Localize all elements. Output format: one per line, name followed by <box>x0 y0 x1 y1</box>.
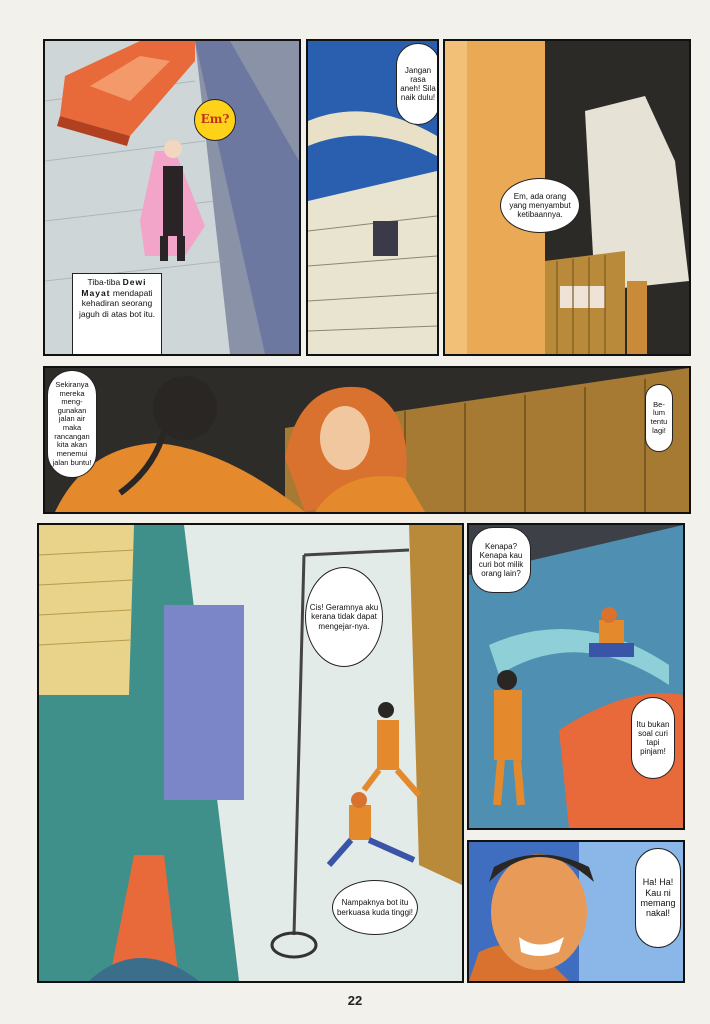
shout-bubble-em: Em? <box>194 99 236 141</box>
speech-bubble-bottom: Nampaknya bot itu berkuasa kuda tinggi! <box>332 880 418 935</box>
narration-caption <box>72 273 162 355</box>
panel-5-canal <box>37 523 464 983</box>
panel-4-art <box>45 368 689 512</box>
wooden-gate <box>545 251 625 354</box>
panel-1-street <box>43 39 301 356</box>
speech-bubble-top: Cis! Geramnya aku kerana tidak dapat mengejar-nya. <box>305 567 383 667</box>
speech-bubble-left: Sekiranya mereka meng-gunakan jalan air maka rancangan kita akan menemui jalan buntu! <box>47 370 97 478</box>
speech-bubble-right: Itu bukan soal curi tapi pinjam! <box>631 697 675 779</box>
man-on-bridge <box>373 221 398 256</box>
panel-4-dialogue <box>43 366 691 514</box>
figure-at-gate <box>627 281 647 354</box>
panel-6-boat-confrontation <box>467 523 685 830</box>
panel-7-laughing-man <box>467 840 685 983</box>
blue-roof <box>164 605 244 800</box>
caption-text-post: mendapati kehadiran seorang jaguh di atas bot itu. <box>78 287 156 319</box>
speech-bubble-top: Kenapa? Kenapa kau curi bot milik orang lain? <box>471 527 531 593</box>
speech-bubble: Jangan rasa aneh! Sila naik dulu! <box>396 43 439 125</box>
panel-2-bridge <box>306 39 439 356</box>
caption-name: Dewi Mayat <box>81 277 147 298</box>
speech-bubble: Ha! Ha! Kau ni memang nakal! <box>635 848 681 948</box>
speech-bubble-right: Be-lum tentu lagi! <box>645 384 673 452</box>
speech-bubble: Em, ada orang yang menyambut ketibaannya. <box>500 178 580 233</box>
panel-3-gate <box>443 39 691 356</box>
caption-text-pre: Tiba-tiba <box>87 277 121 287</box>
page-number: 22 <box>347 993 363 1008</box>
